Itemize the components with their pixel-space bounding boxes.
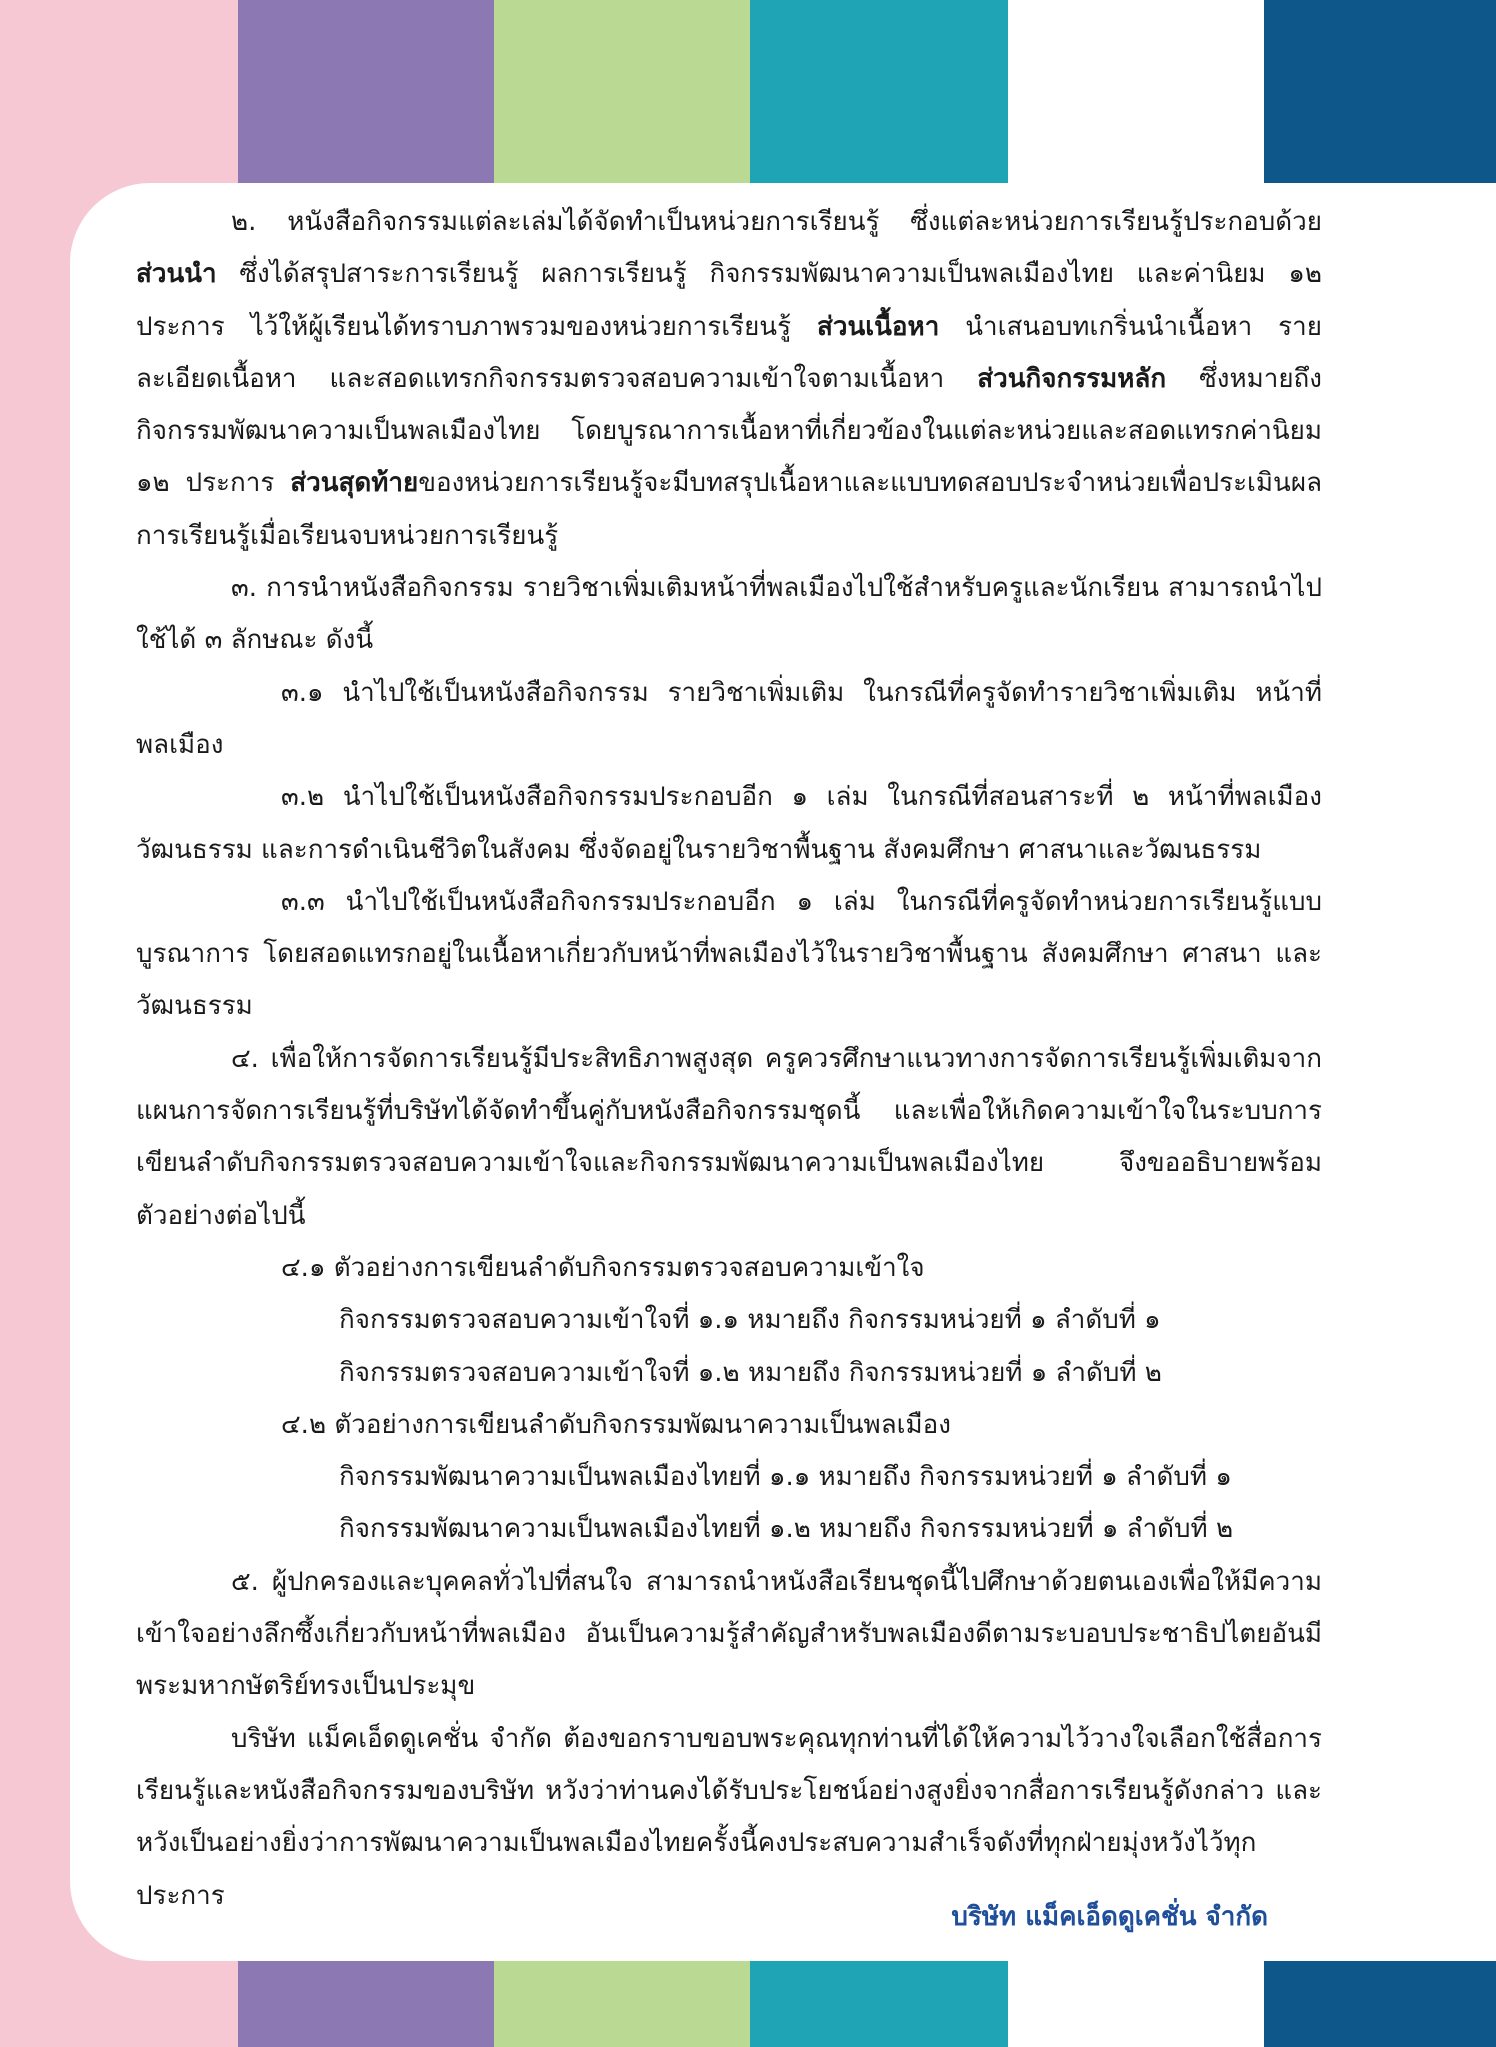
bottom-bar-green [494,1961,750,2047]
document-body [136,196,1322,1922]
example-4-2-item: กิจกรรมพัฒนาความเป็นพลเมืองไทยที่ ๑.๒ หมายถึง กิจกรรมหน่วยที่ ๑ ลำดับที่ ๒ [339,1514,1234,1545]
p2-text-c: ซึ่งได้สรุปสาระการเรียนรู้ ผลการเรียนรู้ กิจกรรมพัฒนาความเป็นพลเมืองไทย และค่านิยม ๑๒ ประการ ไว้ให้ผู้เรียนได้ทราบภาพรวมของหน่วยการเรียนรู้ [136,259,1322,342]
bottom-bar-pink [0,1961,238,2047]
p2-bold-final: ส่วนสุดท้าย [290,468,419,499]
example-4-1-item: กิจกรรมตรวจสอบความเข้าใจที่ ๑.๒ หมายถึง กิจกรรมหน่วยที่ ๑ ลำดับที่ ๒ [339,1357,1162,1388]
top-bar-pink [0,0,238,183]
p2-bold-content: ส่วนเนื้อหา [817,311,940,342]
p2-text-f: ของหน่วยการเรียนรู้จะมีบทสรุปเนื้อหาและแบบทดสอบประจำหน่วยเพื่อประเมินผลการเรียนรู้เมื่อเรียนจบหน่วยการเรียนรู้ [136,468,1322,551]
paragraph-4: ๔. เพื่อให้การจัดการเรียนรู้มีประสิทธิภาพสูงสุด ครูควรศึกษาแนวทางการจัดการเรียนรู้เพิ่มเติมจากแผนการจัดการเรียนรู้ที่บริษัทได้จัดทำขึ้นคู่กับหนังสือกิจกรรมชุดนี้ และเพื่อให้เกิดความเข้าใจในระบบการเขียนลำดับกิจกรรมตรวจสอบความเข้าใจและกิจกรรมพัฒนาความเป็นพลเมืองไทย จึงขออธิบายพร้อมตัวอย่างต่อไปนี้ [136,1043,1322,1231]
example-4-2-title: ๔.๒ ตัวอย่างการเขียนลำดับกิจกรรมพัฒนาความเป็นพลเมือง [281,1409,951,1440]
top-bar-green [494,0,750,183]
p2-text-d: นำเสนอบทเกริ่นนำเนื้อหา รายละเอียดเนื้อหา และสอดแทรกกิจกรรมตรวจสอบความเข้าใจตามเนื้อหา [136,311,1322,394]
paragraph-3-2: ๓.๒ นำไปใช้เป็นหนังสือกิจกรรมประกอบอีก ๑ เล่ม ในกรณีที่สอนสาระที่ ๒ หน้าที่พลเมือง วัฒนธรรม และการดำเนินชีวิตในสังคม ซึ่งจัดอยู่ในรายวิชาพื้นฐาน สังคมศึกษา ศาสนาและวัฒนธรรม [136,782,1322,865]
paragraph-3-1: ๓.๑ นำไปใช้เป็นหนังสือกิจกรรม รายวิชาเพิ่มเติม ในกรณีที่ครูจัดทำรายวิชาเพิ่มเติม หน้าที่พลเมือง [136,677,1322,760]
p2-text-e: ซึ่งหมายถึง กิจกรรมพัฒนาความเป็นพลเมืองไทย โดยบูรณาการเนื้อหาที่เกี่ยวข้องในแต่ละหน่วยและสอดแทรกค่านิยม ๑๒ ประการ [136,363,1322,499]
bottom-bar-teal [750,1961,1008,2047]
company-signature: บริษัท แม็คเอ็ดดูเคชั่น จำกัด [951,1902,1268,1932]
bottom-bar-white [1008,1961,1264,2047]
paragraph-3-3: ๓.๓ นำไปใช้เป็นหนังสือกิจกรรมประกอบอีก ๑ เล่ม ในกรณีที่ครูจัดทำหน่วยการเรียนรู้แบบบูรณาการ โดยสอดแทรกอยู่ในเนื้อหาเกี่ยวกับหน้าที่พลเมืองไว้ในรายวิชาพื้นฐาน สังคมศึกษา ศาสนา และวัฒนธรรม [136,886,1322,1022]
p2-bold-main-activity: ส่วนกิจกรรมหลัก [977,363,1167,394]
top-bar-purple [238,0,494,183]
p2-text-a: ๒. หนังสือกิจกรรมแต่ละเล่มได้จัดทำเป็นหน่วยการเรียนรู้ ซึ่งแต่ละหน่วยการเรียนรู้ประกอบด้วย [231,207,1322,237]
paragraph-2 [136,196,1322,562]
bottom-bar-purple [238,1961,494,2047]
example-4-1-item: กิจกรรมตรวจสอบความเข้าใจที่ ๑.๑ หมายถึง กิจกรรมหน่วยที่ ๑ ลำดับที่ ๑ [339,1305,1161,1336]
p2-bold-intro: ส่วนนำ [136,259,217,290]
closing-paragraph: บริษัท แม็คเอ็ดดูเคชั่น จำกัด ต้องขอกราบขอบพระคุณทุกท่านที่ได้ให้ความไว้วางใจเลือกใช้สื่อการเรียนรู้และหนังสือกิจกรรมของบริษัท หวังว่าท่านคงได้รับประโยชน์อย่างสูงยิ่งจากสื่อการเรียนรู้ดังกล่าว และหวังเป็นอย่างยิ่งว่าการพัฒนาความเป็นพลเมืองไทยครั้งนี้คงประสบความสำเร็จดังที่ทุกฝ่ายมุ่งหวังไว้ทุกประการ [136,1723,1322,1911]
top-bar-navy [1264,0,1496,183]
top-bar-teal [750,0,1008,183]
top-bar-white [1008,0,1264,183]
example-4-1-title: ๔.๑ ตัวอย่างการเขียนลำดับกิจกรรมตรวจสอบความเข้าใจ [281,1252,925,1283]
example-4-2-item: กิจกรรมพัฒนาความเป็นพลเมืองไทยที่ ๑.๑ หมายถึง กิจกรรมหน่วยที่ ๑ ลำดับที่ ๑ [339,1462,1232,1493]
bottom-bar-navy [1264,1961,1496,2047]
paragraph-3: ๓. การนำหนังสือกิจกรรม รายวิชาเพิ่มเติมหน้าที่พลเมืองไปใช้สำหรับครูและนักเรียน สามารถนำไปใช้ได้ ๓ ลักษณะ ดังนี้ [136,573,1322,656]
paragraph-5: ๕. ผู้ปกครองและบุคคลทั่วไปที่สนใจ สามารถนำหนังสือเรียนชุดนี้ไปศึกษาด้วยตนเองเพื่อให้มีความเข้าใจอย่างลึกซึ้งเกี่ยวกับหน้าที่พลเมือง อันเป็นความรู้สำคัญสำหรับพลเมืองดีตามระบอบประชาธิปไตยอันมีพระมหากษัตริย์ทรงเป็นประมุข [136,1566,1322,1702]
